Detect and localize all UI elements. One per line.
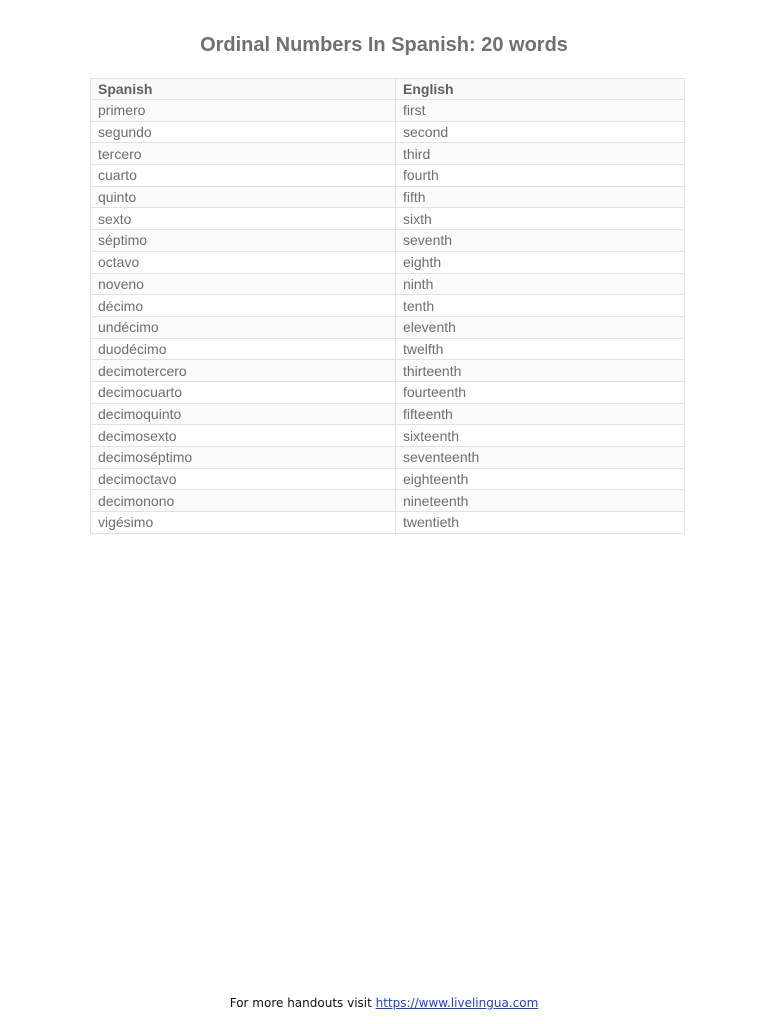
spanish-cell: séptimo (91, 230, 396, 252)
english-cell: ninth (396, 273, 685, 295)
table-row (91, 468, 685, 490)
table-row (91, 512, 685, 534)
english-cell: thirteenth (396, 360, 685, 382)
spanish-cell: octavo (91, 251, 396, 273)
table-row (91, 381, 685, 403)
table-header-row (91, 79, 685, 100)
english-cell: eighteenth (396, 468, 685, 490)
footer (0, 996, 768, 1010)
english-cell: fifth (396, 186, 685, 208)
english-cell: seventh (396, 230, 685, 252)
english-cell: fifteenth (396, 403, 685, 425)
english-cell: sixteenth (396, 425, 685, 447)
spanish-cell: tercero (91, 143, 396, 165)
table-row (91, 143, 685, 165)
english-cell: eighth (396, 251, 685, 273)
spanish-cell: decimoquinto (91, 403, 396, 425)
spanish-cell: undécimo (91, 316, 396, 338)
table-row (91, 316, 685, 338)
table-row (91, 338, 685, 360)
spanish-cell: primero (91, 100, 396, 122)
english-cell: twelfth (396, 338, 685, 360)
english-cell: first (396, 100, 685, 122)
spanish-cell: segundo (91, 121, 396, 143)
english-cell: fourth (396, 165, 685, 187)
spanish-cell: vigésimo (91, 512, 396, 534)
table-row (91, 186, 685, 208)
table-body (91, 100, 685, 534)
table-row (91, 295, 685, 317)
table-row (91, 251, 685, 273)
table-row (91, 273, 685, 295)
livelingua-link[interactable]: https://www.livelingua.com (375, 996, 539, 1010)
spanish-cell: noveno (91, 273, 396, 295)
footer-text: For more handouts visit (229, 996, 376, 1010)
table-row (91, 490, 685, 512)
column-header-english: English (396, 79, 685, 100)
vocabulary-table (90, 78, 685, 534)
table-row (91, 165, 685, 187)
spanish-cell: decimoctavo (91, 468, 396, 490)
spanish-cell: decimoséptimo (91, 447, 396, 469)
table-row (91, 425, 685, 447)
english-cell: sixth (396, 208, 685, 230)
english-cell: fourteenth (396, 381, 685, 403)
page-title: Ordinal Numbers In Spanish: 20 words (200, 34, 568, 56)
table-row (91, 121, 685, 143)
spanish-cell: sexto (91, 208, 396, 230)
spanish-cell: décimo (91, 295, 396, 317)
english-cell: twentieth (396, 512, 685, 534)
spanish-cell: cuarto (91, 165, 396, 187)
column-header-spanish: Spanish (91, 79, 396, 100)
english-cell: nineteenth (396, 490, 685, 512)
table-row (91, 403, 685, 425)
table-row (91, 360, 685, 382)
spanish-cell: decimosexto (91, 425, 396, 447)
english-cell: seventeenth (396, 447, 685, 469)
spanish-cell: decimonono (91, 490, 396, 512)
spanish-cell: decimotercero (91, 360, 396, 382)
english-cell: third (396, 143, 685, 165)
table-row (91, 100, 685, 122)
table-row (91, 208, 685, 230)
english-cell: eleventh (396, 316, 685, 338)
spanish-cell: decimocuarto (91, 381, 396, 403)
table-row (91, 230, 685, 252)
spanish-cell: duodécimo (91, 338, 396, 360)
spanish-cell: quinto (91, 186, 396, 208)
table-row (91, 447, 685, 469)
english-cell: tenth (396, 295, 685, 317)
english-cell: second (396, 121, 685, 143)
